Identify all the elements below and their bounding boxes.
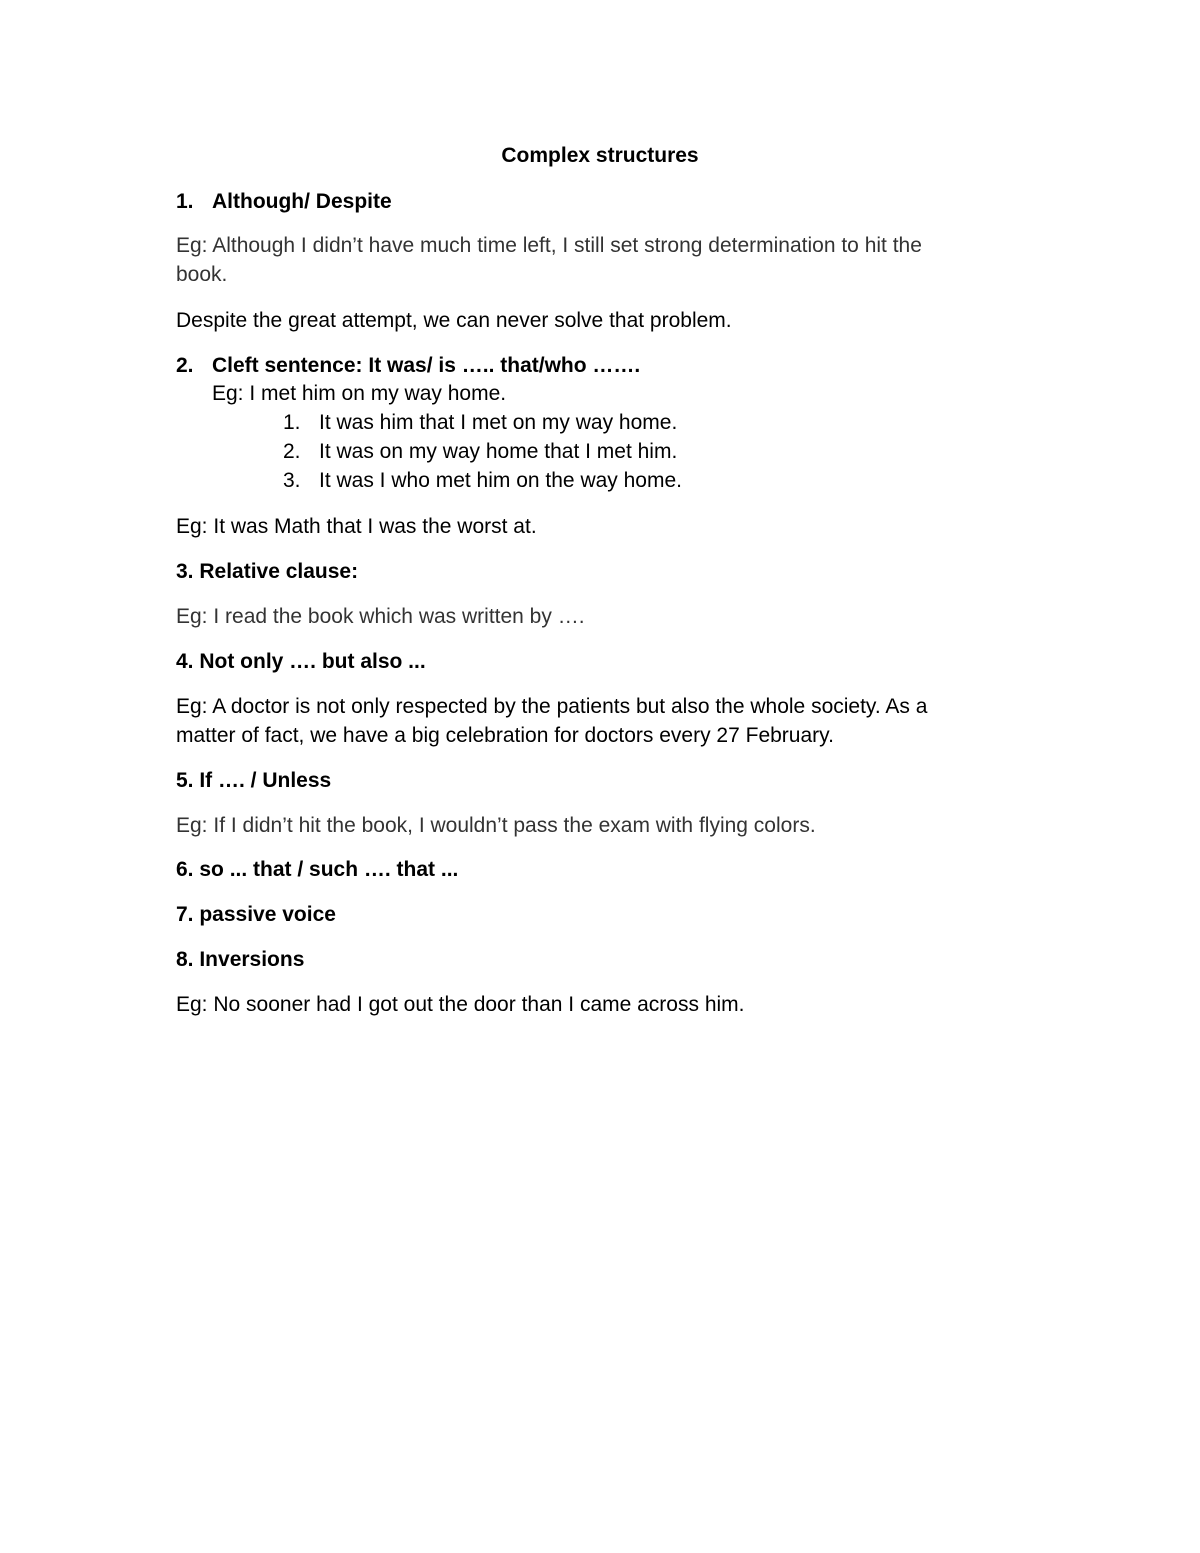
section-3-example: Eg: I read the book which was written by …. xyxy=(176,605,585,628)
section-2-item-3-number: 3. xyxy=(283,469,301,492)
section-2-item-1-number: 1. xyxy=(283,411,301,434)
section-2-title: Cleft sentence: It was/ is ….. that/who ……. xyxy=(212,354,641,377)
section-1-heading xyxy=(176,189,392,215)
section-2-example: Eg: I met him on my way home. xyxy=(212,382,507,405)
section-2-item-2-text: It was on my way home that I met him. xyxy=(319,440,678,463)
section-1-example-line-1: Eg: Although I didn’t have much time left, I still set strong determination to hit the xyxy=(176,234,922,257)
section-2-heading xyxy=(176,353,640,379)
section-4-example-line-2: matter of fact, we have a big celebration for doctors every 27 February. xyxy=(176,724,834,747)
section-5-heading-unless: Unless xyxy=(262,769,332,792)
section-8-example: Eg: No sooner had I got out the door than I came across him. xyxy=(176,993,745,1016)
section-6-heading: 6. so ... that / such …. that ... xyxy=(176,858,459,881)
section-5-heading-prefix: 5. If …. / xyxy=(176,769,263,792)
section-1-example-line-2: book. xyxy=(176,263,228,286)
section-2-item-1 xyxy=(283,410,677,436)
page-title: Complex structures xyxy=(501,144,699,167)
section-5-example: Eg: If I didn’t hit the book, I wouldn’t pass the exam with flying colors. xyxy=(176,814,816,837)
section-7-heading: 7. passive voice xyxy=(176,903,336,926)
section-1-example-2: Despite the great attempt, we can never solve that problem. xyxy=(176,309,732,332)
section-3-heading: 3. Relative clause: xyxy=(176,560,359,583)
section-8-heading: 8. Inversions xyxy=(176,948,305,971)
section-2-item-2-number: 2. xyxy=(283,440,301,463)
section-5-heading xyxy=(176,768,331,794)
section-2-item-3-text: It was I who met him on the way home. xyxy=(319,469,682,492)
section-2-example-2: Eg: It was Math that I was the worst at. xyxy=(176,515,537,538)
section-2-item-3 xyxy=(283,468,682,494)
section-1-title: Although/ Despite xyxy=(212,190,392,213)
section-2-item-2 xyxy=(283,439,677,465)
section-4-example-line-1: Eg: A doctor is not only respected by the patients but also the whole society. As a xyxy=(176,695,928,718)
section-2-item-1-text: It was him that I met on my way home. xyxy=(319,411,678,434)
section-4-heading: 4. Not only …. but also ... xyxy=(176,650,426,673)
section-2-number: 2. xyxy=(176,354,194,377)
section-1-number: 1. xyxy=(176,190,194,213)
